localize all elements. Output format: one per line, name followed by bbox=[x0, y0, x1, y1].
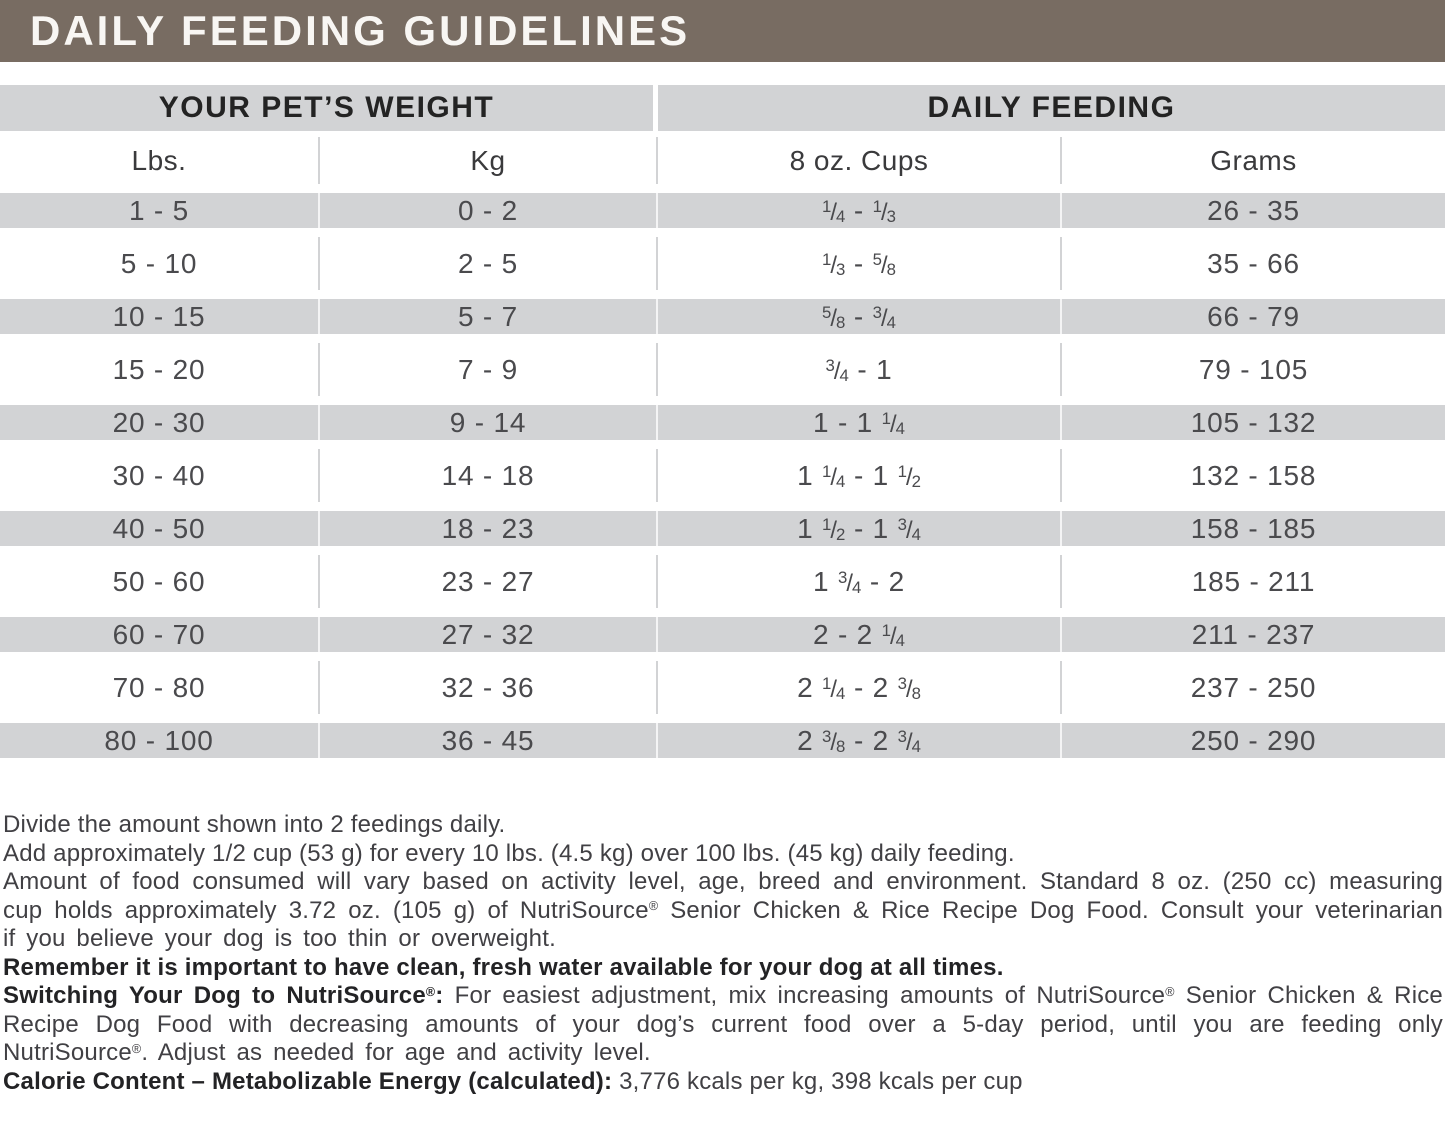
cell-kg: 7 - 9 bbox=[320, 343, 658, 396]
cell-kg: 0 - 2 bbox=[320, 184, 658, 237]
cell-lbs: 70 - 80 bbox=[0, 661, 320, 714]
cell-lbs: 40 - 50 bbox=[0, 502, 320, 555]
column-header-kg: Kg bbox=[320, 137, 658, 184]
cell-lbs: 50 - 60 bbox=[0, 555, 320, 608]
title-bar bbox=[0, 0, 1445, 62]
cell-grams: 250 - 290 bbox=[1062, 714, 1445, 767]
cell-grams: 26 - 35 bbox=[1062, 184, 1445, 237]
group-header-pet-weight: YOUR PET’S WEIGHT bbox=[0, 85, 658, 131]
cell-cups: 2 $^1/_4 - 2$ $^3/_8$ bbox=[658, 661, 1062, 714]
cell-cups: $^1/_3 - ^5/_8$ bbox=[658, 237, 1062, 290]
cell-kg: 14 - 18 bbox=[320, 449, 658, 502]
cell-lbs: 15 - 20 bbox=[0, 343, 320, 396]
cell-grams: 79 - 105 bbox=[1062, 343, 1445, 396]
cell-cups: 1 $^1/_2 - 1$ $^3/_4$ bbox=[658, 502, 1062, 555]
cell-lbs: 10 - 15 bbox=[0, 290, 320, 343]
switching-paragraph bbox=[3, 982, 1443, 1068]
group-header-daily-feeding: DAILY FEEDING bbox=[658, 85, 1445, 131]
cell-lbs: 20 - 30 bbox=[0, 396, 320, 449]
cell-cups: 1 $^3/_4 - 2$ bbox=[658, 555, 1062, 608]
feeding-notes bbox=[0, 811, 1445, 1096]
cell-kg: 36 - 45 bbox=[320, 714, 658, 767]
note-fresh-water: Remember it is important to have clean, fresh water available for your dog at all times. bbox=[3, 953, 1004, 981]
column-header-lbs: Lbs. bbox=[0, 137, 320, 184]
cell-kg: 18 - 23 bbox=[320, 502, 658, 555]
cell-kg: 9 - 14 bbox=[320, 396, 658, 449]
cell-grams: 158 - 185 bbox=[1062, 502, 1445, 555]
note-add-cup: Add approximately 1/2 cup (53 g) for every 10 lbs. (4.5 kg) over 100 lbs. (45 kg) daily feeding. bbox=[3, 839, 1015, 867]
cell-grams: 105 - 132 bbox=[1062, 396, 1445, 449]
cell-kg: 2 - 5 bbox=[320, 237, 658, 290]
cell-grams: 35 - 66 bbox=[1062, 237, 1445, 290]
cell-lbs: 30 - 40 bbox=[0, 449, 320, 502]
cell-grams: 185 - 211 bbox=[1062, 555, 1445, 608]
cell-lbs: 5 - 10 bbox=[0, 237, 320, 290]
cell-lbs: 80 - 100 bbox=[0, 714, 320, 767]
cell-grams: 132 - 158 bbox=[1062, 449, 1445, 502]
switching-lead: Switching Your Dog to NutriSource®: bbox=[3, 982, 444, 1009]
cell-kg: 5 - 7 bbox=[320, 290, 658, 343]
cell-cups: 1 $^1/_4 - 1$ $^1/_2$ bbox=[658, 449, 1062, 502]
cell-grams: 237 - 250 bbox=[1062, 661, 1445, 714]
column-header-cups: 8 oz. Cups bbox=[658, 137, 1062, 184]
cell-kg: 27 - 32 bbox=[320, 608, 658, 661]
cell-cups: 2 $^3/_8 - 2$ $^3/_4$ bbox=[658, 714, 1062, 767]
cell-lbs: 60 - 70 bbox=[0, 608, 320, 661]
cell-cups: $^1/_4 - ^1/_3$ bbox=[658, 184, 1062, 237]
calorie-content-paragraph bbox=[3, 1068, 1443, 1097]
note-food-amount: Amount of food consumed will vary based on activity level, age, breed and environment. Standard 8 oz. (250 cc) measuring cup holds approximately 3.72 oz. (105 g) of NutriSource® Senior Chicken & Rice Recipe Dog Food. Consult your veterinarian if you believe your dog is too thin or overweight. bbox=[3, 868, 1443, 952]
note-divide-feedings: Divide the amount shown into 2 feedings daily. bbox=[3, 811, 506, 838]
cell-cups: $^3/_4 - 1$ bbox=[658, 343, 1062, 396]
calorie-body: 3,776 kcals per kg, 398 kcals per cup bbox=[619, 1067, 1023, 1095]
switching-body: For easiest adjustment, mix increasing amounts of NutriSource® Senior Chicken & Rice Recipe Dog Food with decreasing amounts of your dog’s current food over a 5-day period, until you are feeding only NutriSource®. Adjust as needed for age and activity level. bbox=[3, 982, 1443, 1066]
column-header-grams: Grams bbox=[1062, 137, 1445, 184]
cell-kg: 32 - 36 bbox=[320, 661, 658, 714]
calorie-lead: Calorie Content – Metabolizable Energy (calculated): bbox=[3, 1067, 613, 1095]
cell-lbs: 1 - 5 bbox=[0, 184, 320, 237]
feeding-guidelines-table bbox=[0, 85, 1445, 767]
cell-cups: 1 - 1 $^1/_4$ bbox=[658, 396, 1062, 449]
cell-cups: 2 - 2 $^1/_4$ bbox=[658, 608, 1062, 661]
cell-grams: 66 - 79 bbox=[1062, 290, 1445, 343]
cell-kg: 23 - 27 bbox=[320, 555, 658, 608]
cell-cups: $^5/_8 - ^3/_4$ bbox=[658, 290, 1062, 343]
cell-grams: 211 - 237 bbox=[1062, 608, 1445, 661]
page-title: DAILY FEEDING GUIDELINES bbox=[30, 7, 691, 54]
